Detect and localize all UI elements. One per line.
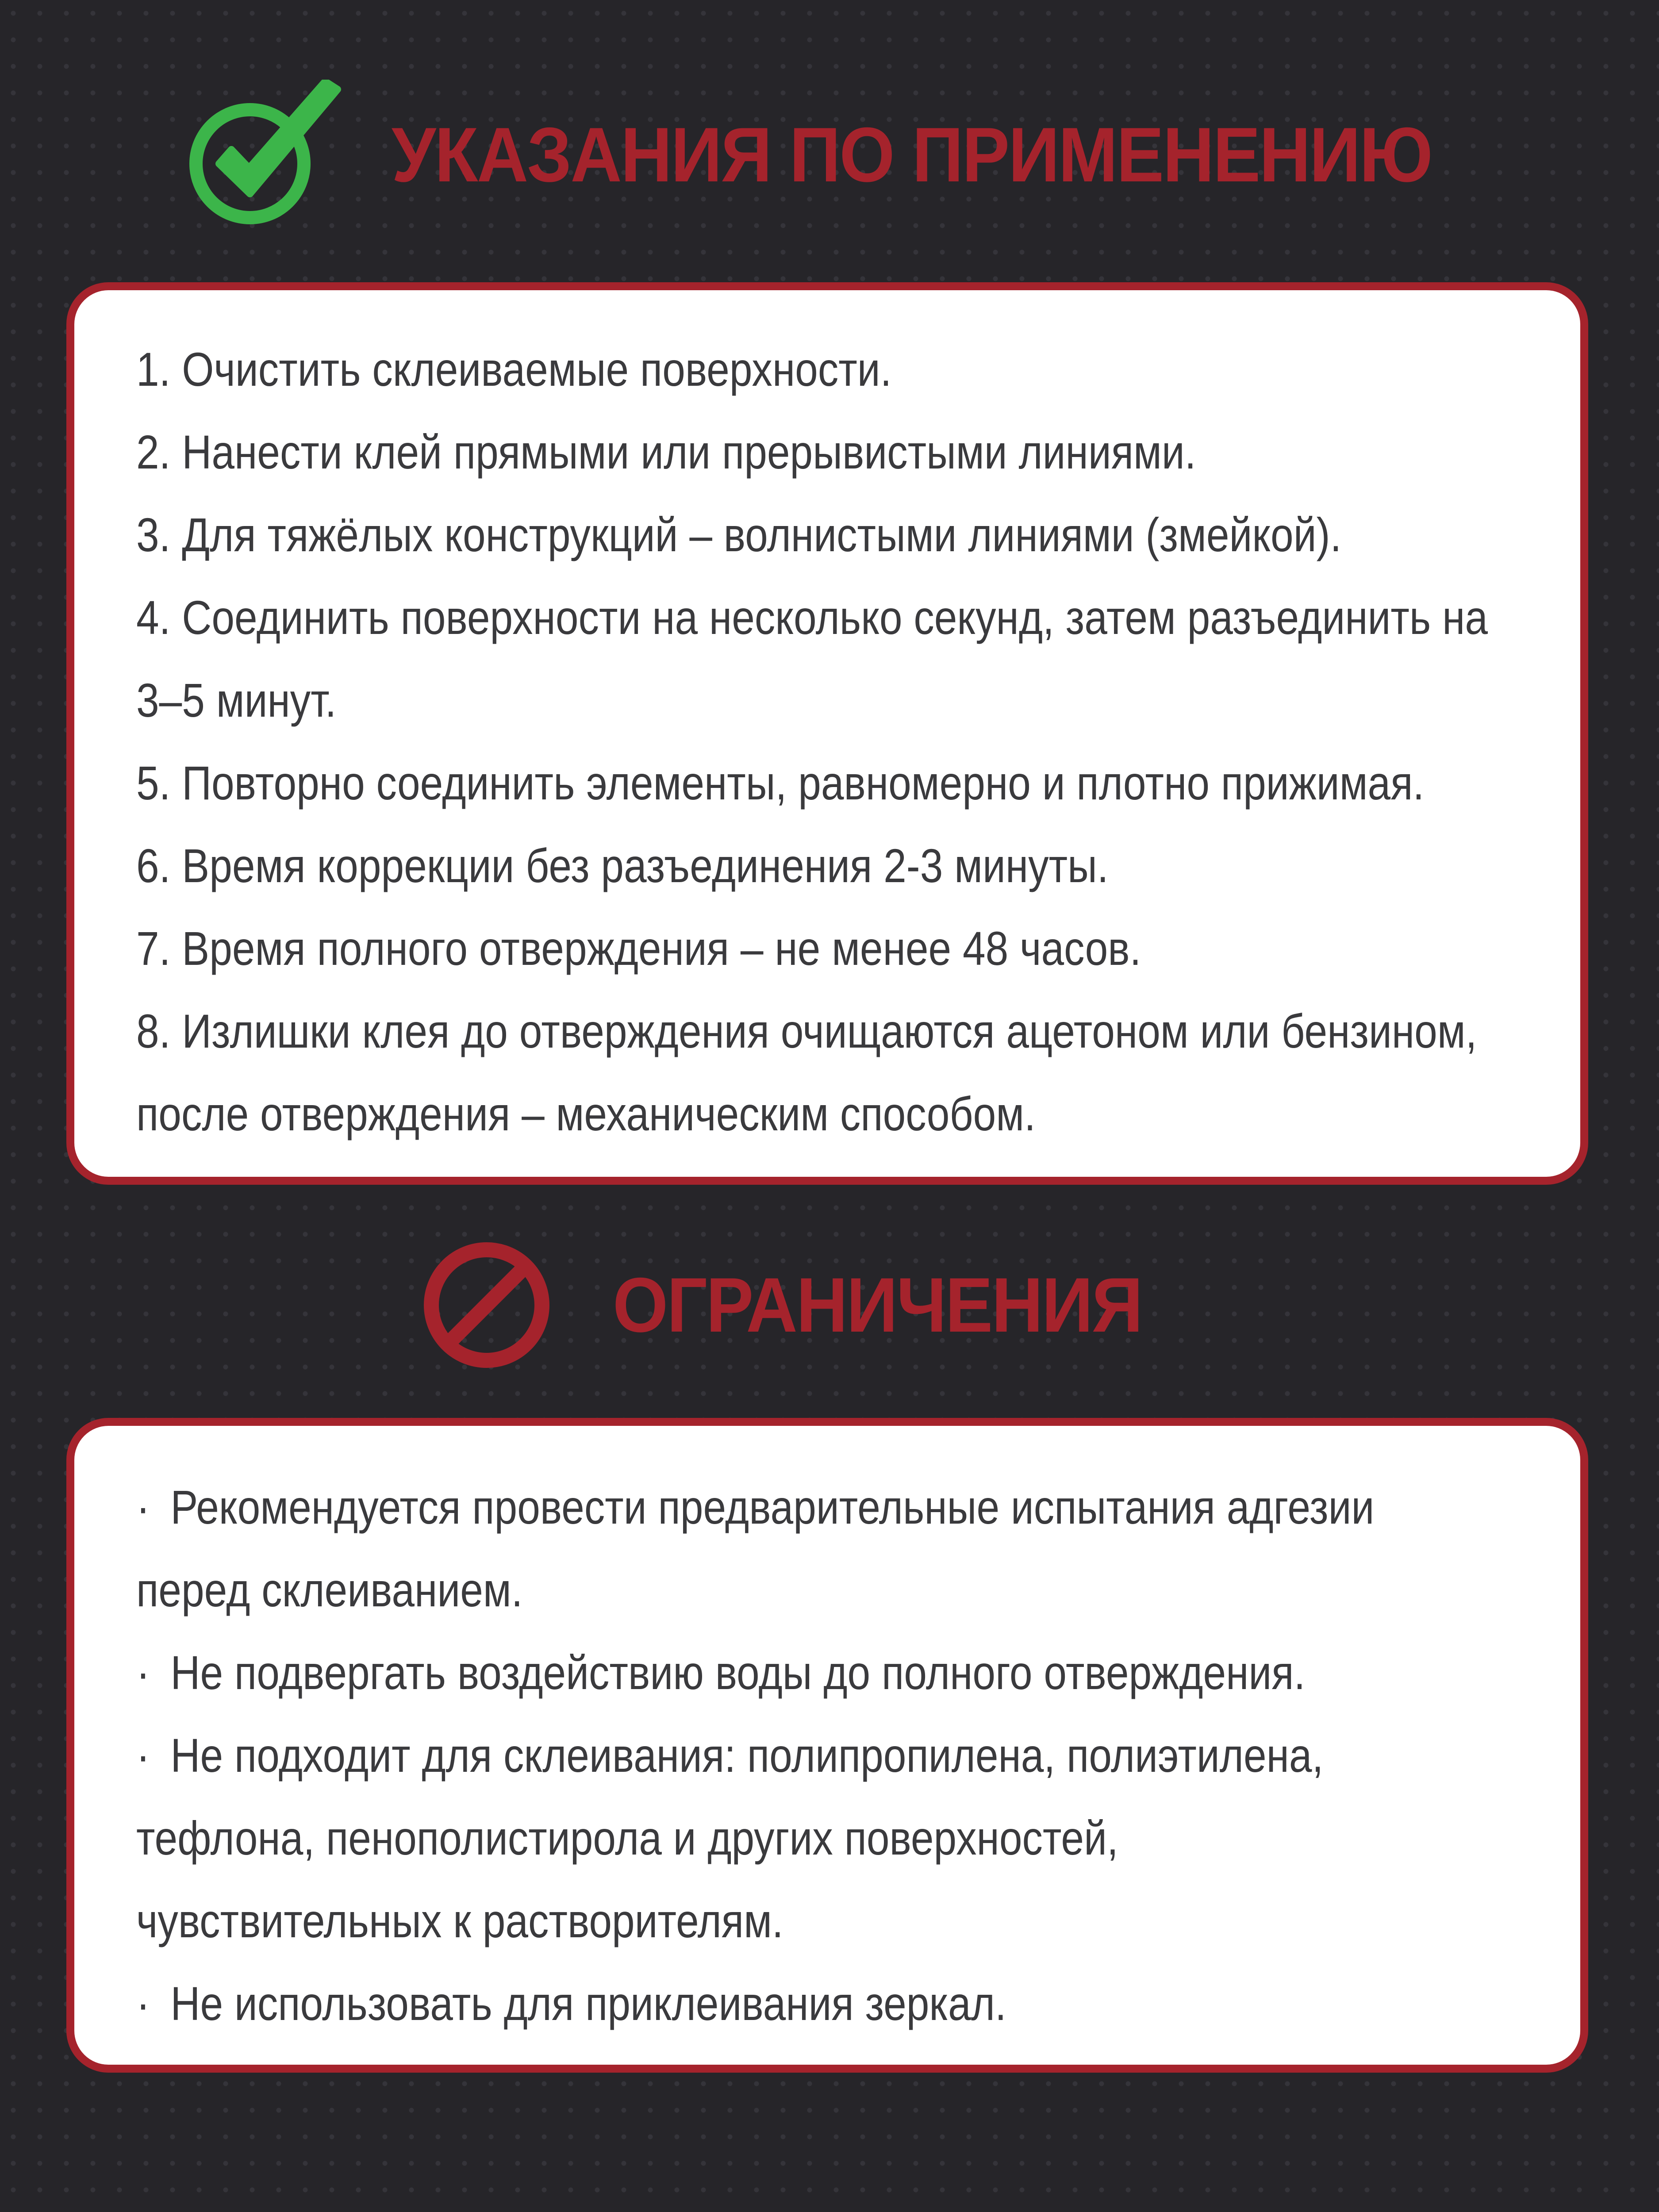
- prohibited-icon: [422, 1241, 551, 1369]
- limits-title: ОГРАНИЧЕНИЯ: [613, 1262, 1142, 1348]
- limits-line-text: Не использовать для приклеивания зеркал.: [170, 1977, 1006, 2030]
- limits-line: [136, 1962, 1363, 2045]
- usage-line: 8. Излишки клея до отверждения очищаются ацетоном или бензином,: [136, 1004, 1477, 1058]
- usage-line: 6. Время коррекции без разъединения 2-3 минуты.: [136, 839, 1109, 892]
- usage-line: 3–5 минут.: [136, 673, 337, 727]
- limits-line-text: чувствительных к растворителям.: [136, 1894, 783, 1947]
- limits-line: [136, 1548, 1363, 1631]
- bullet-marker: ·: [136, 1480, 150, 1534]
- usage-heading: [188, 80, 1522, 230]
- bullet-marker: ·: [136, 1977, 150, 2030]
- bullet-marker: ·: [136, 1646, 150, 1699]
- usage-card: [66, 282, 1588, 1185]
- usage-line: 4. Соединить поверхности на несколько секунд, затем разъединить на: [136, 591, 1488, 644]
- usage-line: 2. Нанести клей прямыми или прерывистыми линиями.: [136, 425, 1196, 479]
- usage-line: 1. Очистить склеиваемые поверхности.: [136, 342, 892, 396]
- usage-line: после отверждения – механическим способом.: [136, 1087, 1036, 1141]
- limits-line-text: Не подвергать воздействию воды до полного отверждения.: [170, 1646, 1306, 1699]
- limits-line-text: перед склеиванием.: [136, 1563, 523, 1617]
- bullet-marker: ·: [136, 1728, 150, 1782]
- usage-line: 7. Время полного отверждения – не менее 48 часов.: [136, 922, 1141, 975]
- limits-line: [136, 1879, 1363, 1962]
- limits-line-text: тефлона, пенополистирола и других поверхностей,: [136, 1811, 1118, 1865]
- limits-line-text: Не подходит для склеивания: полипропилена, полиэтилена,: [170, 1728, 1324, 1782]
- limits-heading: [422, 1239, 1188, 1371]
- limits-line-text: Рекомендуется провести предварительные испытания адгезии: [170, 1480, 1375, 1534]
- limits-line: [136, 1631, 1363, 1714]
- usage-title: УКАЗАНИЯ ПО ПРИМЕНЕНИЮ: [392, 111, 1432, 198]
- usage-line: 3. Для тяжёлых конструкций – волнистыми линиями (змейкой).: [136, 508, 1342, 561]
- limits-line: [136, 1797, 1363, 1879]
- limits-line: [136, 1714, 1363, 1797]
- usage-line: 5. Повторно соединить элементы, равномерно и плотно прижимая.: [136, 756, 1425, 810]
- limits-line: [136, 1466, 1375, 1548]
- check-circle-icon: [188, 80, 347, 230]
- limits-card: [66, 1418, 1588, 2073]
